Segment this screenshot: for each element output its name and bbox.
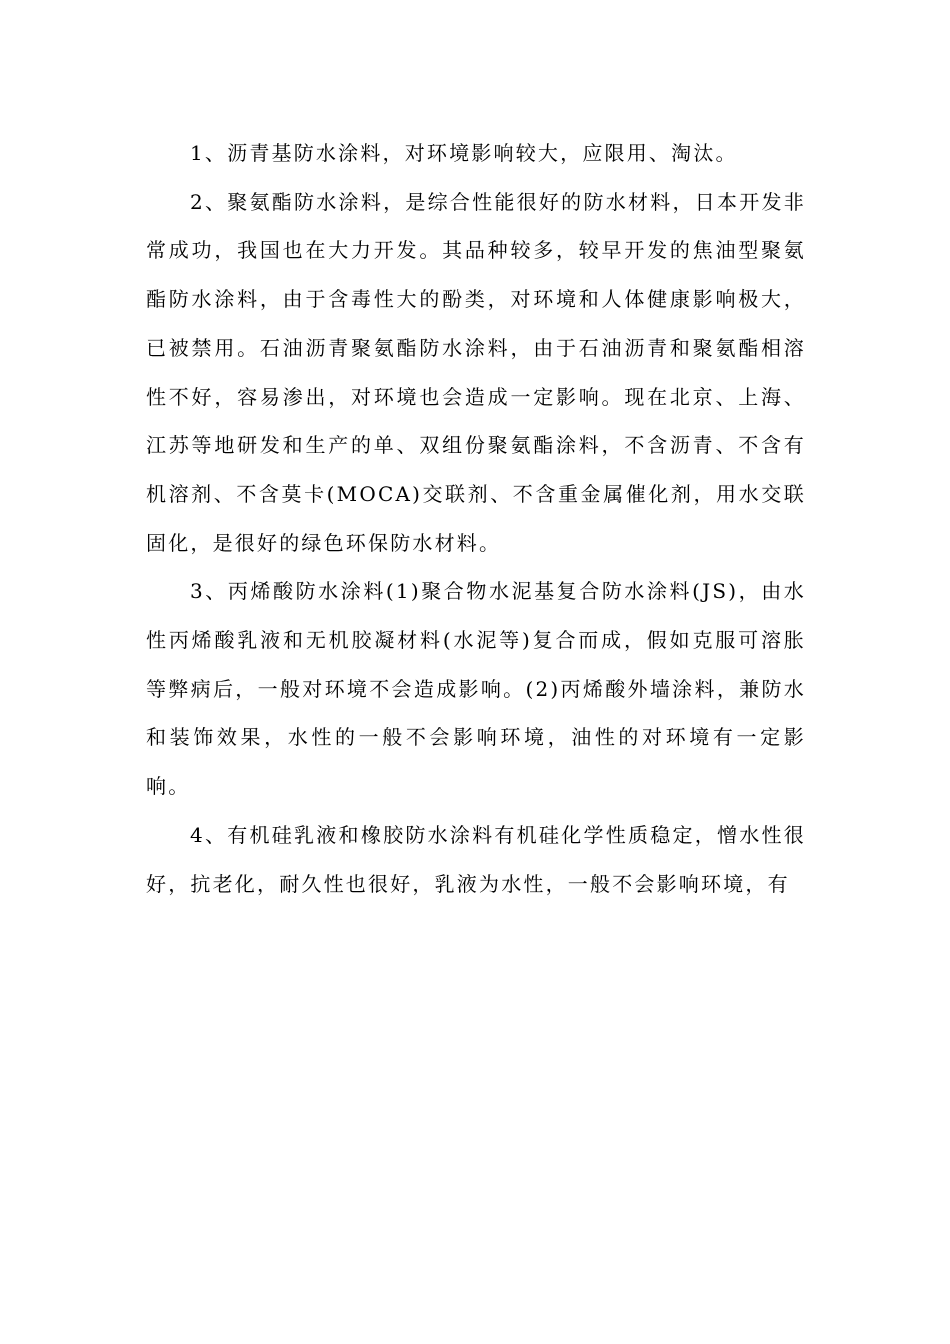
- paragraph-4: 4、有机硅乳液和橡胶防水涂料有机硅化学性质稳定，憎水性很好，抗老化，耐久性也很好，乳液为水性，一般不会影响环境，有: [146, 822, 806, 896]
- document-body: [146, 129, 806, 908]
- paragraph-2: 2、聚氨酯防水涂料，是综合性能很好的防水材料，日本开发非常成功，我国也在大力开发。其品种较多，较早开发的焦油型聚氨酯防水涂料，由于含毒性大的酚类，对环境和人体健康影响极大，已被禁用。石油沥青聚氨酯防水涂料，由于石油沥青和聚氨酯相溶性不好，容易渗出，对环境也会造成一定影响。现在北京、上海、江苏等地研发和生产的单、双组份聚氨酯涂料，不含沥青、不含有机溶剂、不含莫卡(MOCA)交联剂、不含重金属催化剂，用水交联固化，是很好的绿色环保防水材料。: [146, 189, 806, 555]
- paragraph-3: 3、丙烯酸防水涂料(1)聚合物水泥基复合防水涂料(JS)，由水性丙烯酸乳液和无机胶凝材料(水泥等)复合而成，假如克服可溶胀等弊病后，一般对环境不会造成影响。(2)丙烯酸外墙涂料，兼防水和装饰效果，水性的一般不会影响环境，油性的对环境有一定影响。: [146, 579, 806, 799]
- paragraph-1: 1、沥青基防水涂料，对环境影响较大，应限用、淘汰。: [190, 141, 738, 165]
